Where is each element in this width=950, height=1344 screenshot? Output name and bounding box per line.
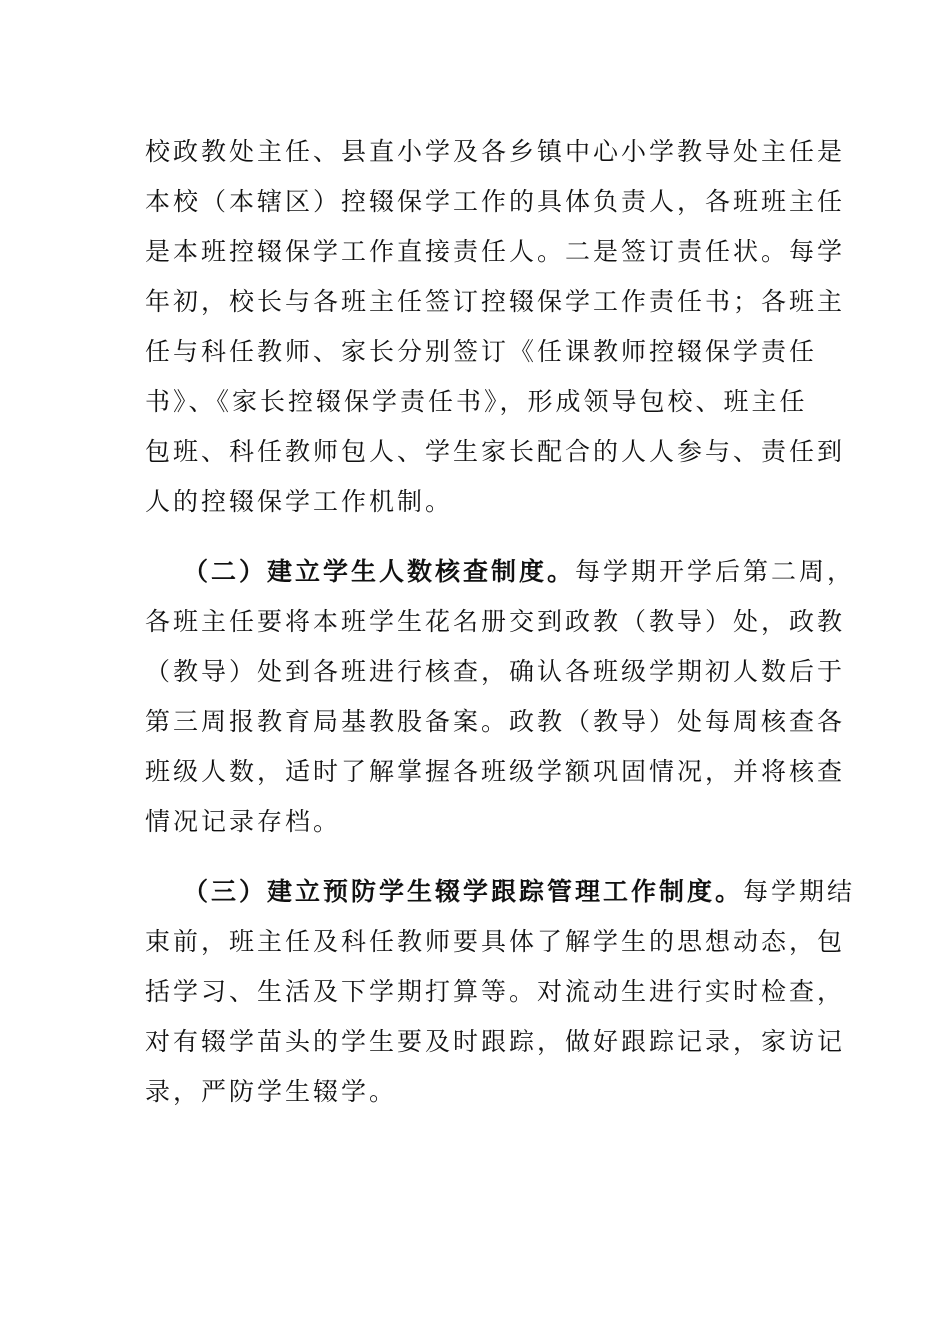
paragraph-line: 第三周报教育局基教股备案。政教（教导）处每周核查各 (145, 707, 846, 736)
paragraph-line: 本校（本辖区）控辍保学工作的具体负责人，各班班主任 (145, 187, 846, 216)
paragraph-line: （教导）处到各班进行核查，确认各班级学期初人数后于 (145, 657, 846, 686)
paragraph-line: 书》、《家长控辍保学责任书》，形成领导包校、班主任 (145, 387, 808, 416)
section-heading: （三）建立预防学生辍学跟踪管理工作制度。 (183, 877, 744, 906)
paragraph-line: 各班主任要将本班学生花名册交到政教（教导）处，政教 (145, 607, 846, 636)
paragraph-line: 束前，班主任及科任教师要具体了解学生的思想动态，包 (145, 927, 846, 956)
paragraph-line: 人的控辍保学工作机制。 (145, 487, 454, 516)
paragraph-line: 是本班控辍保学工作直接责任人。二是签订责任状。每学 (145, 237, 846, 266)
section-heading: （二）建立学生人数核查制度。 (183, 557, 576, 586)
paragraph-line: 括学习、生活及下学期打算等。对流动生进行实时检查， (145, 977, 846, 1006)
paragraph-line: 校政教处主任、县直小学及各乡镇中心小学教导处主任是 (145, 137, 846, 166)
paragraph-line: 包班、科任教师包人、学生家长配合的人人参与、责任到 (145, 437, 846, 466)
paragraph-line: 对有辍学苗头的学生要及时跟踪，做好跟踪记录，家访记 (145, 1027, 846, 1056)
paragraph-line: 录，严防学生辍学。 (145, 1077, 398, 1106)
paragraph-line: 班级人数，适时了解掌握各班级学额巩固情况，并将核查 (145, 757, 846, 786)
paragraph-first-line (183, 547, 855, 597)
paragraph-text: 每学期开学后第二周， (575, 557, 856, 586)
paragraph-line: 任与科任教师、家长分别签订《任课教师控辍保学责任 (145, 337, 818, 366)
paragraph-text: 每学期结 (743, 877, 856, 906)
paragraph-first-line (183, 867, 855, 917)
paragraph-line: 年初，校长与各班主任签订控辍保学工作责任书；各班主 (145, 287, 846, 316)
paragraph-line: 情况记录存档。 (145, 807, 342, 836)
